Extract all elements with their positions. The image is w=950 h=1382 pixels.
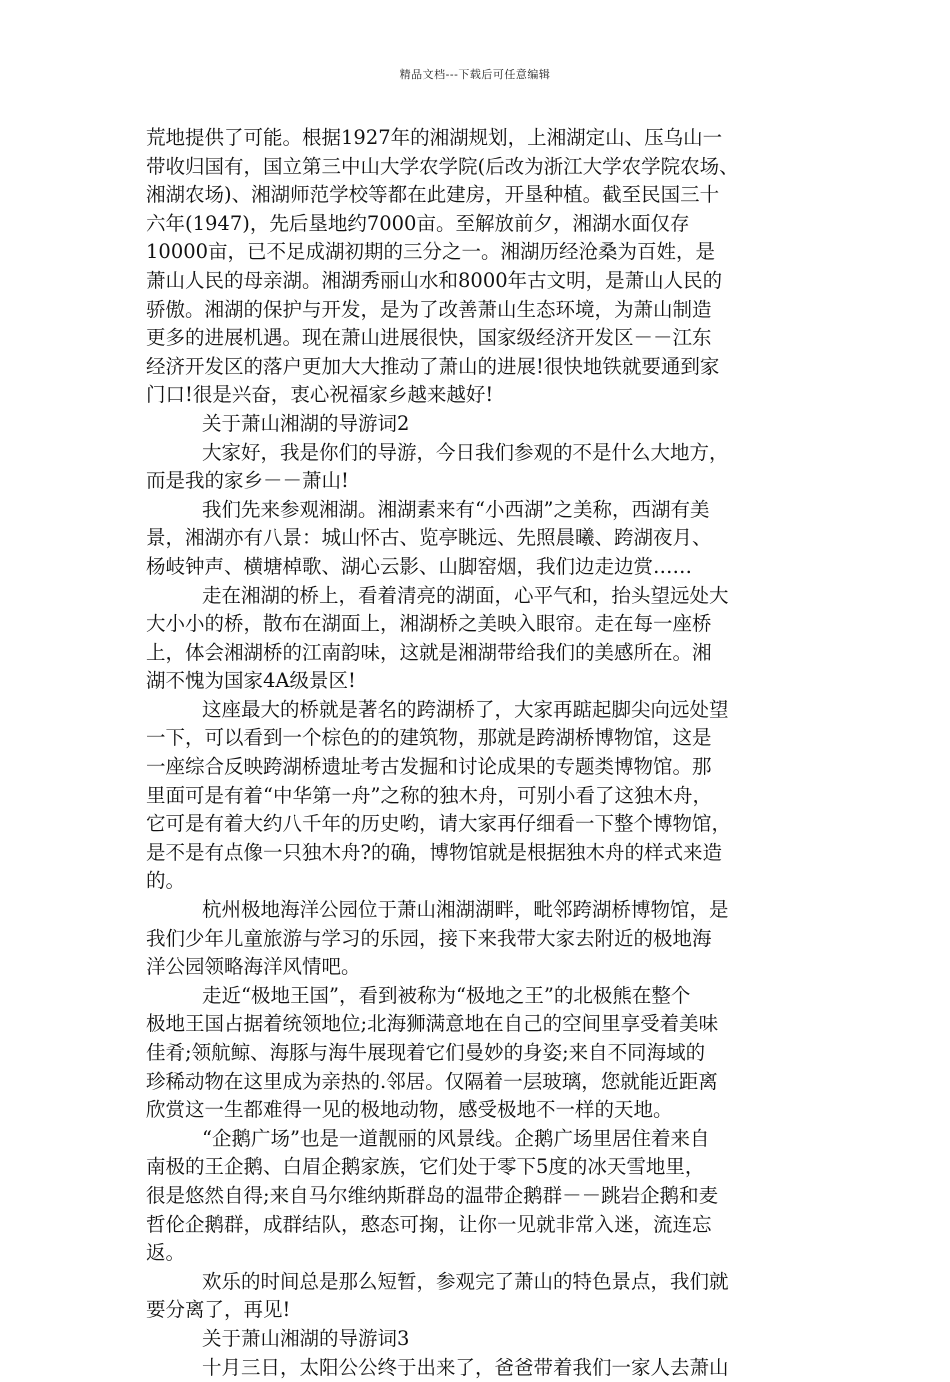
text-line: 骄傲。湘湖的保护与开发，是为了改善萧山生态环境，为萧山制造 <box>146 297 712 321</box>
text-line: 大家好，我是你们的导游，今日我们参观的不是什么大地方， <box>202 440 729 464</box>
text-line: 门口!很是兴奋，衷心祝福家乡越来越好! <box>146 383 494 407</box>
text-line: 经济开发区的落户更加大大推动了萧山的进展!很快地铁就要通到家 <box>146 354 720 378</box>
text-line: 六年(1947)，先后垦地约7000亩。至解放前夕，湘湖水面仅存 <box>146 211 690 235</box>
text-line: 杨岐钟声、横塘棹歌、湖心云影、山脚窑烟，我们边走边赏…… <box>146 554 693 578</box>
text-line: 南极的王企鹅、白眉企鹅家族，它们处于零下5度的冰天雪地里， <box>146 1155 705 1179</box>
text-line: 我们少年儿童旅游与学习的乐园，接下来我带大家去附近的极地海 <box>146 926 712 950</box>
text-line: 这座最大的桥就是著名的跨湖桥了，大家再踮起脚尖向远处望 <box>202 697 729 721</box>
text-line: 湘湖农场)、湘湖师范学校等都在此建房，开垦种植。截至民国三十 <box>146 183 720 207</box>
text-line: 极地王国占据着统领地位;北海狮满意地在自己的空间里享受着美味 <box>146 1012 719 1036</box>
text-line: 杭州极地海洋公园位于萧山湘湖湖畔，毗邻跨湖桥博物馆，是 <box>202 898 729 922</box>
document-body <box>146 124 810 1382</box>
text-line: 它可是有着大约八千年的历史哟，请大家再仔细看一下整个博物馆， <box>146 812 732 836</box>
text-line: 走近“极地王国”，看到被称为“极地之王”的北极熊在整个 <box>202 983 691 1007</box>
text-line: 更多的进展机遇。现在萧山进展很快，国家级经济开发区－－江东 <box>146 326 712 350</box>
text-line: 关于萧山湘湖的导游词2 <box>202 411 410 435</box>
text-line: 大小小的桥，散布在湖面上，湘湖桥之美映入眼帘。走在每一座桥 <box>146 612 712 636</box>
text-line: 是不是有点像一只独木舟?的确，博物馆就是根据独木舟的样式来造 <box>146 840 722 864</box>
text-line: 荒地提供了可能。根据1927年的湘湖规划，上湘湖定山、压乌山一 <box>146 126 723 149</box>
text-line: 景，湘湖亦有八景：城山怀古、览亭眺远、先照晨曦、跨湖夜月、 <box>146 526 712 550</box>
text-line: 十月三日，太阳公公终于出来了，爸爸带着我们一家人去萧山 <box>202 1355 729 1379</box>
page-header: 精品文档---下载后可任意编辑 <box>399 68 551 81</box>
text-line: 关于萧山湘湖的导游词3 <box>202 1326 410 1350</box>
text-line: “企鹅广场”也是一道靓丽的风景线。企鹅广场里居住着来自 <box>202 1126 710 1150</box>
text-line: 要分离了，再见! <box>146 1298 291 1322</box>
text-line: 返。 <box>146 1241 186 1265</box>
text-line: 走在湘湖的桥上，看着清亮的湖面，心平气和，抬头望远处大 <box>202 583 729 607</box>
text-line: 萧山人民的母亲湖。湘湖秀丽山水和8000年古文明，是萧山人民的 <box>146 268 723 292</box>
text-line: 带收归国有，国立第三中山大学农学院(后改为浙江大学农学院农场、 <box>146 154 739 178</box>
text-line: 洋公园领略海洋风情吧。 <box>146 955 361 979</box>
text-line: 我们先来参观湘湖。湘湖素来有“小西湖”之美称，西湖有美 <box>202 497 710 521</box>
text-line: 一下，可以看到一个棕色的的建筑物，那就是跨湖桥博物馆，这是 <box>146 726 712 750</box>
text-line: 很是悠然自得;来自马尔维纳斯群岛的温带企鹅群－－跳岩企鹅和麦 <box>146 1183 719 1207</box>
text-line: 湖不愧为国家4A级景区! <box>146 669 356 693</box>
text-line: 而是我的家乡－－萧山! <box>146 469 349 493</box>
text-line: 佳肴;领航鲸、海豚与海牛展现着它们曼妙的身姿;来自不同海域的 <box>146 1041 706 1064</box>
text-line: 上，体会湘湖桥的江南韵味，这就是湘湖带给我们的美感所在。湘 <box>146 640 712 664</box>
text-line: 欣赏这一生都难得一见的极地动物，感受极地不一样的天地。 <box>146 1098 673 1122</box>
text-line: 10000亩，已不足成湖初期的三分之一。湘湖历经沧桑为百姓，是 <box>146 240 716 264</box>
text-line: 珍稀动物在这里成为亲热的.邻居。仅隔着一层玻璃，您就能近距离 <box>146 1069 718 1093</box>
text-line: 哲伦企鹅群，成群结队，憨态可掬，让你一见就非常入迷，流连忘 <box>146 1212 712 1236</box>
text-line: 欢乐的时间总是那么短暂，参观完了萧山的特色景点，我们就 <box>202 1269 729 1293</box>
text-line: 的。 <box>146 869 186 893</box>
text-line: 里面可是有着“中华第一舟”之称的独木舟，可别小看了这独木舟， <box>146 783 712 807</box>
text-line: 一座综合反映跨湖桥遗址考古发掘和讨论成果的专题类博物馆。那 <box>146 755 712 779</box>
